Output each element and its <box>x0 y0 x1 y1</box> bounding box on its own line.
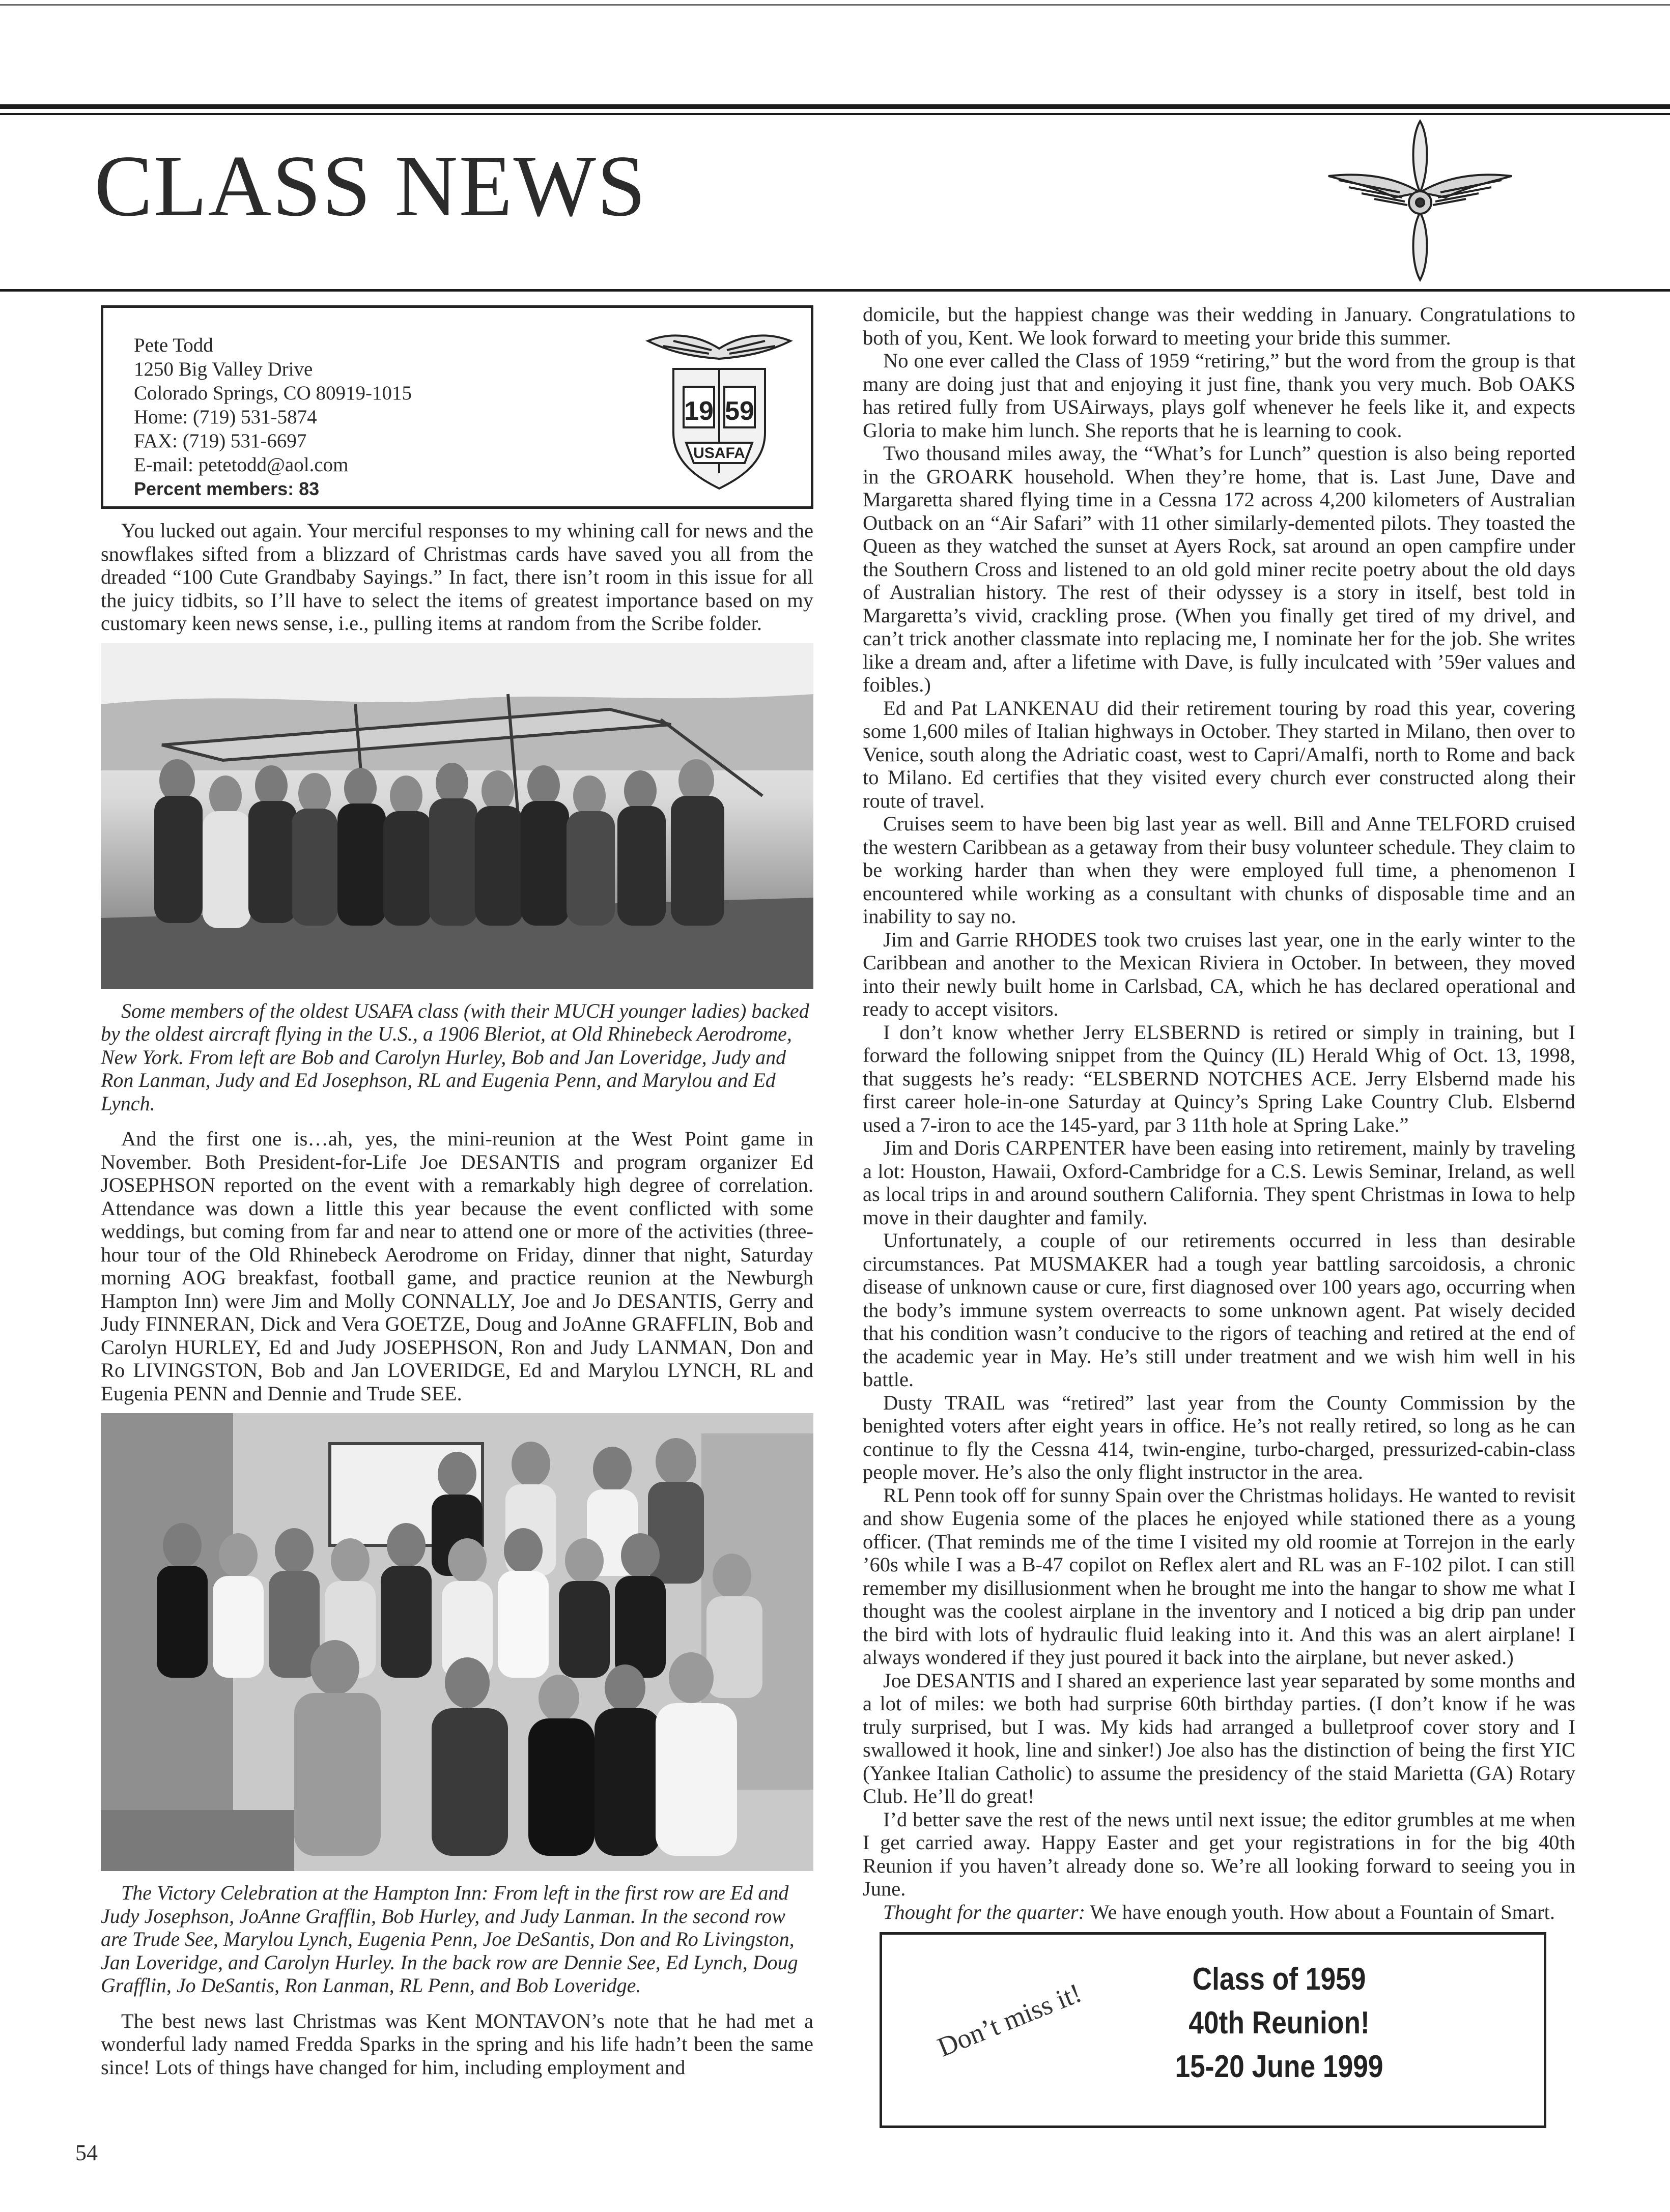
paragraph-closing: I’d better save the rest of the news until next issue; the editor grumbles at me when I get carried away. Happy Easter and get your registrations in for the big 40th Reunion if you haven’t already done so. We’re all looking forward to seeing you in June. <box>863 1807 1575 1900</box>
contact-box <box>101 305 813 509</box>
reunion-details <box>1156 1958 1402 2089</box>
paragraph-carpenter: Jim and Doris CARPENTER have been easing into retirement, mainly by traveling a lot: Houston, Hawaii, Oxford-Cambridge for a C.S. Lewis Seminar, Ireland, as well as local trips in and around southern California. They spent Christmas in Iowa to help move in their daughter and family. <box>863 1136 1575 1229</box>
hampton-inn-group-photo <box>101 1413 813 1871</box>
paragraph-retiring: No one ever called the Class of 1959 “retiring,” but the word from the group is that many are doing just that and enjoying it just fine, thank you very much. Bob OAKS has retired fully from USAirways, plays golf whenever he feels like it, and expects Gloria to make him lunch. She reports that he is learning to cook. <box>863 349 1575 442</box>
percent-members: Percent members: 83 <box>134 478 320 499</box>
reunion-event-line: 40th Reunion! <box>1188 2005 1370 2041</box>
contact-city: Colorado Springs, CO 80919-1015 <box>134 382 412 404</box>
paragraph-desantis: Joe DESANTIS and I shared an experience last year separated by some months and a lot of miles: we both had surprise 60th birthday parties. (I don’t know if he was truly surprised, but I was. My kids had arranged a bulletproof cover story and I swallowed it hook, line and sinker!) Joe also has the distinction of being the first YIC (Yankee Italian Catholic) to assume the presidency of the staid Marietta (GA) Rotary Club. He’ll do great! <box>863 1669 1575 1807</box>
paragraph-elsbernd: I don’t know whether Jerry ELSBERND is retired or simply in training, but I forward the following snippet from the Quincy (IL) Herald Whig of Oct. 13, 1998, that suggests he’s ready: “ELSBERND NOTCHES ACE. Jerry Elsbernd made his first career hole-in-one Saturday at Quincy’s Spring Lake Country Club. Elsbernd used a 7-iron to ace the 145-yard, par 3 11th hole at Spring Lake.” <box>863 1020 1575 1136</box>
paragraph-penn: RL Penn took off for sunny Spain over the Christmas holidays. He wanted to revisit and show Eugenia some of the places he enjoyed while stationed there as a young officer. (That reminds me of the time I visited my old roomie at Torrejon in the early ’60s while I was a B-47 copilot on Reflex alert and RL was an F-102 pilot. I can still remember my disillusionment when he brought me into the hangar to show me what I thought was the coolest airplane in the inventory and I noticed a big drip pan under the bird with lots of hydraulic fluid leaking into it. And this was an alert airplane! I always wondered if they just poured it back into the airplane, but never asked.) <box>863 1483 1575 1669</box>
top-under-rule <box>0 113 1670 115</box>
right-column <box>863 303 1575 1923</box>
class-crest-icon <box>643 321 796 499</box>
thought-label: Thought for the quarter: <box>883 1900 1086 1923</box>
left-column <box>101 519 813 2079</box>
title-under-rule <box>0 289 1670 292</box>
paragraph-lankenau: Ed and Pat LANKENAU did their retirement touring by road this year, covering some 1,600 miles of Italian highways in October. They started in Milano, then over to Venice, south along the Adriatic coast, west to Capri/Amalfi, north to Rome and back to Milano. Ed certifies that they visited every church ever constructed along their route of travel. <box>863 696 1575 812</box>
intro-paragraph: You lucked out again. Your merciful responses to my whining call for news and the snowflakes sifted from a blizzard of Christmas cards have saved you all from the dreaded “100 Cute Grandbaby Sayings.” In fact, there isn’t room in this issue for all the juicy tidbits, so I’ll have to select the items of greatest importance based on my customary keen news sense, i.e., pulling items at random from the Scribe folder. <box>101 519 813 635</box>
hampton-photo-caption: The Victory Celebration at the Hampton Inn: From left in the first row are Ed and Judy Josephson, JoAnne Grafflin, Bob Hurley, and Judy Lanman. In the second row are Trude See, Marylou Lynch, Eugenia Penn, Joe DeSantis, Don and Ro Livingston, Jan Loveridge, and Carolyn Hurley. In the back row are Dennie See, Ed Lynch, Doug Grafflin, Jo DeSantis, Ron Lanman, RL Penn, and Bob Loveridge. <box>101 1881 798 1997</box>
thought-text: We have enough youth. How about a Fountain of Smart. <box>1085 1900 1555 1923</box>
airfield-photo-caption: Some members of the oldest USAFA class (with their MUCH younger ladies) backed by the oldest aircraft flying in the U.S., a 1906 Bleriot, at Old Rhinebeck Aerodrome, New York. From left are Bob and Carolyn Hurley, Bob and Jan Loveridge, Judy and Ron Lanman, Judy and Ed Josephson, RL and Eugenia Penn, and Marylou and Ed Lynch. <box>101 999 809 1115</box>
mini-reunion-paragraph: And the first one is…ah, yes, the mini-reunion at the West Point game in November. Both President-for-Life Joe DESANTIS and program organizer Ed JOSEPHSON reported on the event with a remarkably high degree of correlation. Attendance was down a little this year because the event conflicted with some weddings, but coming from far and near to attend one or more of the activities (three-hour tour of the Old Rhinebeck Aerodrome on Friday, dinner that night, Saturday morning AOG breakfast, football game, and practice reunion at the Newburgh Hampton Inn) were Jim and Molly CONNALLY, Joe and Jo DESANTIS, Gerry and Judy FINNERAN, Dick and Vera GOETZE, Doug and JoAnne GRAFFLIN, Bob and Carolyn HURLEY, Ed and Judy JOSEPHSON, Ron and Judy LANMAN, Don and Ro LIVINGSTON, Bob and Jan LOVERIDGE, Ed and Marylou LYNCH, RL and Eugenia PENN and Dennie and Trude SEE. <box>101 1127 813 1405</box>
airfield-group-photo <box>101 643 813 989</box>
paragraph-trail: Dusty TRAIL was “retired” last year from the County Commission by the benighted voters after eight years in office. He’s not really retired, so long as he can continue to fly the Cessna 414, twin-engine, turbo-charged, pressurized-cabin-class people mover. He’s also the only flight instructor in the area. <box>863 1391 1575 1483</box>
paragraph-groark: Two thousand miles away, the “What’s for Lunch” question is also being reported in the GROARK household. When they’re home, that is. Last June, Dave and Margaretta shared flying time in a Cessna 172 across 4,200 kilometers of Australian Outback on an “Air Safari” with 11 other similarly-demented pilots. They toasted the Queen as they watched the sunset at Ayers Rock, sat around an open campfire under the Southern Cross and listened to an old gold miner recite poetry about the old days of Australian history. The rest of their odyssey is a story in itself, best told in Margaretta’s vivid, crackling prose. (When you finally get tired of my drivel, and can’t trick another classmate into replacing me, I nominate her for the job. She writes like a dream and, after a lifetime with Dave, is fully inculcated with ’59er values and foibles.) <box>863 442 1575 696</box>
contact-home-phone: Home: (719) 531-5874 <box>134 406 317 428</box>
reunion-announcement <box>880 1932 1546 2128</box>
section-title: CLASS NEWS <box>94 138 647 235</box>
paragraph-telford: Cruises seem to have been big last year as well. Bill and Anne TELFORD cruised the western Caribbean as a getaway from their busy volunteer schedule. They claim to be working harder than when they were employed full time, a phenomenon I encountered while working as a consultant with chunks of disposable time and an inability to say no. <box>863 812 1575 928</box>
crest-label: USAFA <box>693 445 745 462</box>
paragraph-musmaker: Unfortunately, a couple of our retirements occurred in less than desirable circumstances. Pat MUSMAKER had a tough year battling sarcoidosis, a chronic disease of unknown cause or cure, first diagnosed over 100 years ago, occurring when the body’s immune system overreacts to some unknown agent. Pat wisely decided that his condition wasn’t conducive to the rigors of teaching and retired at the end of the academic year in May. He’s still under treatment and we wish him well in his battle. <box>863 1229 1575 1391</box>
paragraph-domicile: domicile, but the happiest change was their wedding in January. Congratulations to both of you, Kent. We look forward to meeting your bride this summer. <box>863 303 1575 349</box>
contact-street: 1250 Big Valley Drive <box>134 358 313 380</box>
crest-year-left: 19 <box>684 396 714 426</box>
thought-for-quarter <box>863 1901 1575 1924</box>
reunion-dates-line: 15-20 June 1999 <box>1175 2049 1383 2084</box>
crest-year-right: 59 <box>725 396 754 426</box>
reunion-tagline: Don’t miss it! <box>933 1977 1086 2063</box>
paragraph-rhodes: Jim and Garrie RHODES took two cruises last year, one in the early winter to the Caribbean and another to the Mexican Riviera in October. In between, they moved into their newly built home in Carlsbad, CA, which he has declared operational and ready to accept visitors. <box>863 928 1575 1020</box>
montavon-paragraph: The best news last Christmas was Kent MONTAVON’s note that he had met a wonderful lady named Fredda Sparks in the spring and his life hadn’t been the same since! Lots of things have changed for him, including employment and <box>101 2009 813 2079</box>
contact-email: E-mail: petetodd@aol.com <box>134 454 349 476</box>
top-thin-rule <box>0 4 1670 6</box>
reunion-class-line: Class of 1959 <box>1192 1962 1366 1997</box>
winged-propeller-icon <box>1318 116 1522 284</box>
contact-fax: FAX: (719) 531-6697 <box>134 430 307 452</box>
contact-name: Pete Todd <box>134 334 213 356</box>
top-thick-rule <box>0 104 1670 109</box>
page-number: 54 <box>75 2140 98 2165</box>
